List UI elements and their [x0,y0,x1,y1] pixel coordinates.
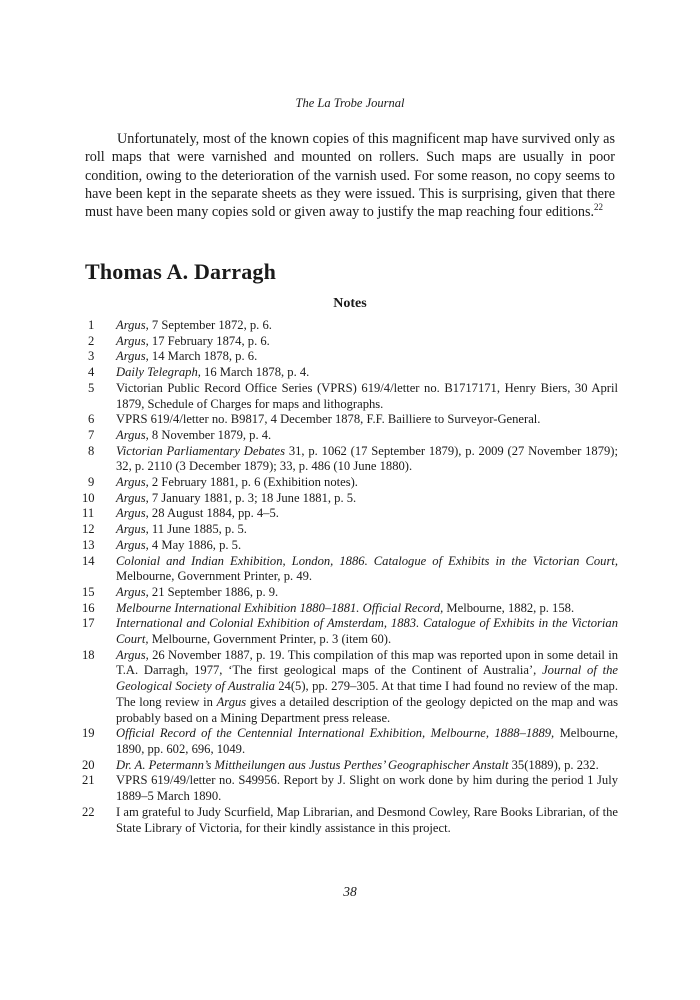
note-number: 6 [88,412,95,427]
note-item [82,758,618,774]
note-item [82,444,618,475]
note-text [116,444,618,475]
note-item [82,334,618,350]
note-item [82,381,618,412]
page-number: 38 [343,884,357,899]
note-text [116,773,618,804]
note-citation-text: Melbourne, 1890, pp. 602, 696, 1049. [116,726,618,756]
note-text [116,318,618,334]
author-name: Thomas A. Darragh [85,259,277,284]
note-text [116,758,618,774]
note-citation-title: Official Record of the Centennial International Exhibition, Melbourne, 1888–1889, [116,726,555,741]
note-number: 4 [88,365,95,380]
note-item [82,522,618,538]
note-citation-text: 24(5), pp. 279–305. At that time I had found no review of the map. The long review in [116,679,618,709]
note-item [82,585,618,601]
note-citation-text: 31, p. 1062 (17 September 1879), p. 2009 (27 November 1879); 32, p. 2110 (3 December 1879); 33, p. 486 (10 June 1880). [116,443,618,474]
note-citation-text: gives a detailed description of the geology depicted on the map and was probably based on a Mining Department press release. [116,694,618,725]
note-number: 14 [82,553,95,568]
note-citation-text: 8 November 1879, p. 4. [148,427,272,442]
note-citation-title: Argus, [116,475,149,490]
note-text [116,726,618,757]
notes-list [82,318,618,836]
note-number: 1 [88,318,95,332]
note-text [116,365,618,381]
note-citation-title: Journal of the Geological Society of Australia [116,663,618,694]
note-citation-title: Colonial and Indian Exhibition, London, 1886. Catalogue of Exhibits in the Victorian Court, [116,553,618,568]
note-item [82,412,618,428]
body-paragraph-text: Unfortunately, most of the known copies of this magnificent map have survived only as roll maps that were varnished and mounted on rollers. Such maps are usually in poor condition, owing to the deterioration of the varnish used. For some reason, no copy seems to have been kept in the separate sheets as they were issued. This is surprising, given that there must have been many copies sold or given away to justify the map reaching four editions. [85,131,615,221]
note-citation-title: Daily Telegraph, [116,365,201,380]
note-text [116,334,618,350]
note-citation-text: 35(1889), p. 232. [508,757,599,772]
note-number: 2 [88,333,95,348]
note-text [116,475,618,491]
note-number: 15 [82,584,95,599]
note-item [82,805,618,836]
note-citation-text: 4 May 1886, p. 5. [148,537,242,552]
note-citation-title: Argus, [116,537,149,552]
note-text [116,428,618,444]
note-citation-title: Argus, [116,506,149,521]
note-number: 8 [88,443,95,458]
note-citation-title: Dr. A. Petermann’s Mittheilungen aus Justus Perthes’ Geographischer Anstalt [116,757,509,772]
note-citation-text: 11 June 1885, p. 5. [148,522,247,537]
note-text [116,506,618,522]
note-text [116,412,618,428]
body-paragraph [85,130,615,221]
note-text [116,381,618,412]
note-citation-text: 26 November 1887, p. 19. This compilation of this map was reported upon in some detail in T.A. Darragh, 1977, ‘The first geological maps of the Continent of Australia’, [116,647,618,678]
note-number: 5 [88,380,95,395]
note-number: 9 [88,475,95,490]
note-citation-title: Victorian Parliamentary Debates [116,443,285,458]
note-citation-title: Argus, [116,522,149,537]
note-number: 17 [82,616,95,631]
note-item [82,616,618,647]
note-text [116,601,618,617]
note-citation-title: Argus, [116,333,149,348]
note-text [116,522,618,538]
note-citation-text: 16 March 1878, p. 4. [200,365,310,380]
note-text [116,554,618,585]
note-item [82,726,618,757]
note-item [82,365,618,381]
note-citation-text: I am grateful to Judy Scurfield, Map Librarian, and Desmond Cowley, Rare Books Librarian, of the State Library of Victoria, for their kindly assistance in this project. [116,804,618,835]
note-item [82,428,618,444]
note-citation-title: Argus, [116,490,149,505]
note-number: 11 [82,506,95,521]
note-item [82,506,618,522]
note-citation-title: Argus [216,694,247,709]
note-text [116,805,618,836]
note-number: 21 [82,773,95,788]
note-citation-text: Melbourne, 1882, p. 158. [443,600,575,615]
note-number: 7 [88,427,95,442]
note-citation-title: Argus, [116,427,149,442]
note-item [82,318,618,334]
note-item [82,648,618,727]
note-citation-text: Victorian Public Record Office Series (VPRS) 619/4/letter no. B1717171, Henry Biers, 30 April 1879, Schedule of Charges for maps and lithographs. [116,380,618,411]
note-citation-text: 14 March 1878, p. 6. [148,349,258,364]
note-citation-title: Argus, [116,647,149,662]
note-number: 3 [88,349,95,364]
note-citation-title: Melbourne International Exhibition 1880–1881. Official Record, [116,600,444,615]
note-item [82,491,618,507]
note-item [82,349,618,365]
notes-heading: Notes [333,296,367,311]
note-citation-text: Melbourne, Government Printer, p. 49. [116,569,313,584]
note-item [82,773,618,804]
note-text [116,616,618,647]
note-citation-text: 7 September 1872, p. 6. [148,318,272,332]
note-citation-title: Argus, [116,318,149,332]
note-item [82,475,618,491]
note-number: 18 [82,647,95,662]
note-citation-text: VPRS 619/49/letter no. S49956. Report by J. Slight on work done by him during the period 1 July 1889–5 March 1890. [116,773,618,804]
note-item [82,538,618,554]
note-text [116,538,618,554]
note-citation-text: 2 February 1881, p. 6 (Exhibition notes). [148,475,358,490]
footnote-reference: 22 [594,202,604,213]
note-citation-title: Argus, [116,349,149,364]
note-text [116,648,618,727]
note-citation-text: 21 September 1886, p. 9. [148,584,279,599]
note-number: 22 [82,804,95,819]
note-number: 10 [82,490,95,505]
note-citation-text: 17 February 1874, p. 6. [148,333,270,348]
note-number: 13 [82,537,95,552]
note-text [116,585,618,601]
note-citation-text: 28 August 1884, pp. 4–5. [148,506,279,521]
note-citation-title: International and Colonial Exhibition of Amsterdam, 1883. Catalogue of Exhibits in the Victorian Court, [116,616,618,647]
note-text [116,491,618,507]
note-number: 16 [82,600,95,615]
note-item [82,601,618,617]
note-citation-text: VPRS 619/4/letter no. B9817, 4 December 1878, F.F. Bailliere to Surveyor-General. [116,412,541,427]
note-number: 12 [82,522,95,537]
note-citation-text: Melbourne, Government Printer, p. 3 (item 60). [148,632,392,647]
note-citation-title: Argus, [116,584,149,599]
running-header: The La Trobe Journal [295,96,405,110]
note-text [116,349,618,365]
note-number: 20 [82,757,95,772]
note-item [82,554,618,585]
note-number: 19 [82,726,95,741]
note-citation-text: 7 January 1881, p. 3; 18 June 1881, p. 5. [148,490,357,505]
